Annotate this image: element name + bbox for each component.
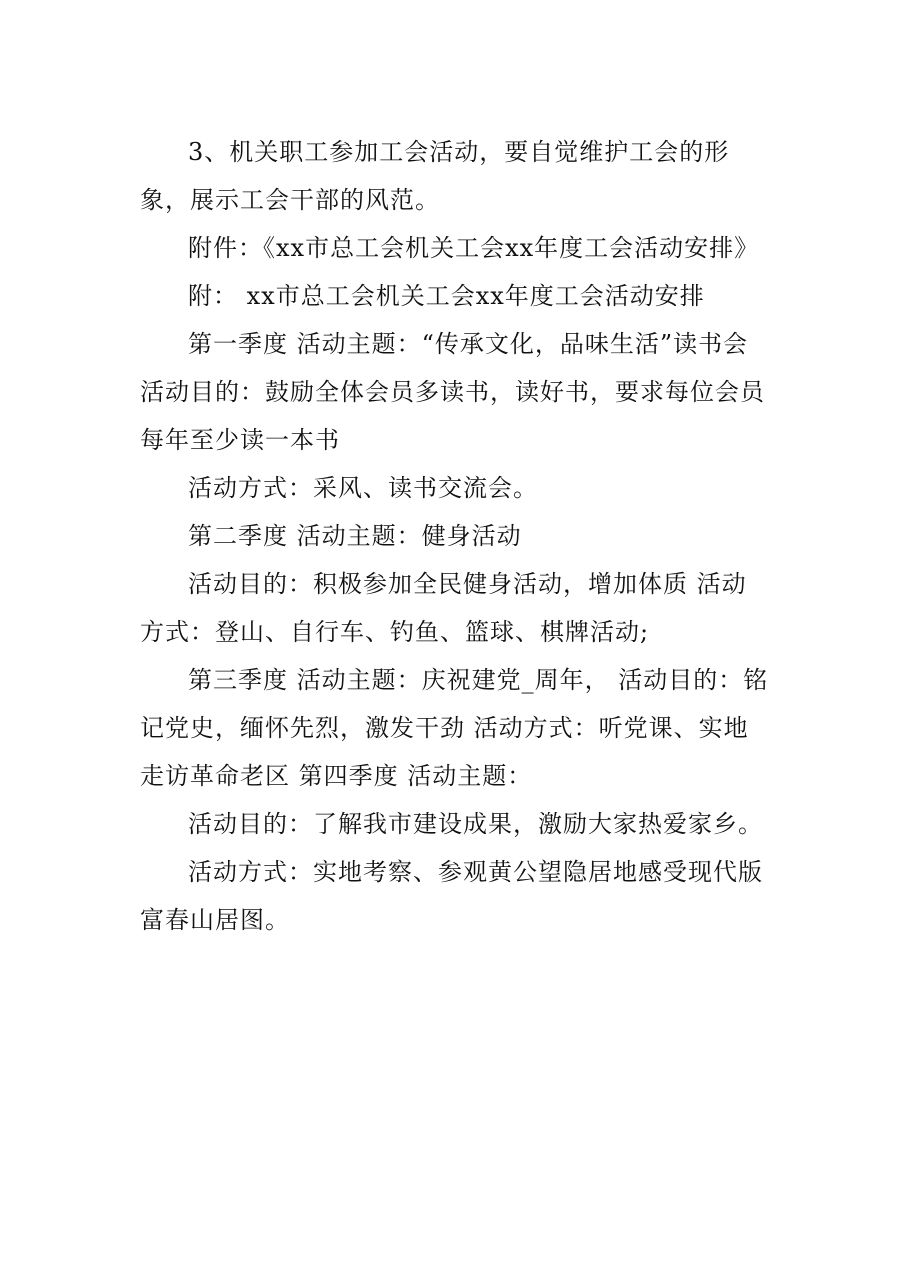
document-body <box>140 128 770 944</box>
paragraph-attachment: 附件：《xx市总工会机关工会xx年度工会活动安排》 <box>188 234 760 262</box>
paragraph-q1-goal: 活动目的：鼓励全体会员多读书，读好书，要求每位会员每年至少读一本书 <box>140 378 765 454</box>
paragraph-item-3: 3、机关职工参加工会活动，要自觉维护工会的形象，展示工会干部的风范。 <box>140 138 730 214</box>
paragraph-q3-q4: 第三季度 活动主题：庆祝建党_周年， 活动目的：铭记党史，缅怀先烈，激发干劲 活动方式：听党课、实地走访革命老区 第四季度 活动主题： <box>140 666 769 790</box>
paragraph-q2-theme: 第二季度 活动主题：健身活动 <box>188 522 522 550</box>
paragraph-q4-goal: 活动目的：了解我市建设成果，激励大家热爱家乡。 <box>188 810 763 838</box>
paragraph-appendix-title: 附： xx市总工会机关工会xx年度工会活动安排 <box>188 282 705 310</box>
paragraph-q4-method: 活动方式：实地考察、参观黄公望隐居地感受现代版富春山居图。 <box>140 858 763 934</box>
paragraph-q2-goal-method: 活动目的：积极参加全民健身活动，增加体质 活动方式：登山、自行车、钓鱼、篮球、棋牌活动; <box>140 570 747 646</box>
paragraph-q1-theme: 第一季度 活动主题：“传承文化，品味生活”读书会 <box>188 330 749 358</box>
paragraph-q1-method: 活动方式：采风、读书交流会。 <box>188 474 538 502</box>
